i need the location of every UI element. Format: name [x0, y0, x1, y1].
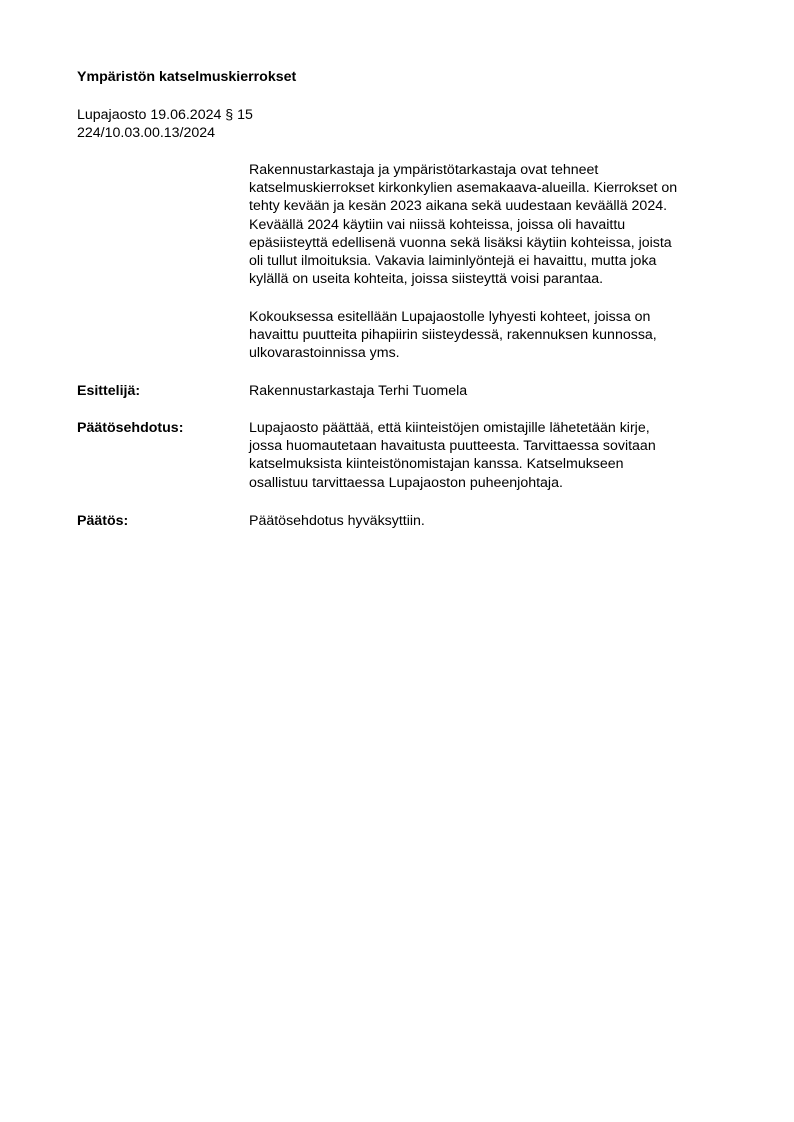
description-paragraph: Rakennustarkastaja ja ympäristötarkastaja ovat tehneet katselmuskierrokset kirkonkylien asemakaava-alueilla. Kierrokset on tehty kevään ja kesän 2023 aikana sekä uudestaan keväällä 2024. Keväällä 2024 käytiin vai niissä kohteissa, joissa oli havaittu epäsiisteyttä edellisenä vuonna sekä lisäksi käytiin kohteissa, joista oli tullut ilmoituksia. Vakavia laiminlyöntejä ei havaittu, mutta joka kylällä on useita kohteita, joissa siisteyttä voisi parantaa.	[249, 162, 678, 288]
decision-value: Päätösehdotus hyväksyttiin.	[249, 513, 425, 529]
proposal-value: Lupajaosto päättää, että kiinteistöjen omistajille lähetetään kirje, jossa huomautetaan havaitusta puutteesta. Tarvittaessa sovitaan katselmuksista kiinteistönomistajan kanssa. Katselmukseen osallistuu tarvittaessa Lupajaoston puheenjohtaja.	[249, 420, 656, 491]
reference-number: 224/10.03.00.13/2024	[77, 125, 216, 141]
presenter-value: Rakennustarkastaja Terhi Tuomela	[249, 383, 468, 399]
document-title: Ympäristön katselmuskierrokset	[77, 69, 297, 85]
presenter-label: Esittelijä:	[77, 383, 141, 399]
decision-label: Päätös:	[77, 513, 129, 529]
meeting-paragraph: Kokouksessa esitellään Lupajaostolle lyhyesti kohteet, joissa on havaittu puutteita pihapiirin siisteydessä, rakennuksen kunnossa, ulkovarastoinnissa yms.	[249, 309, 657, 362]
meeting-line: Lupajaosto 19.06.2024 § 15	[77, 107, 253, 123]
proposal-label: Päätösehdotus:	[77, 420, 184, 436]
